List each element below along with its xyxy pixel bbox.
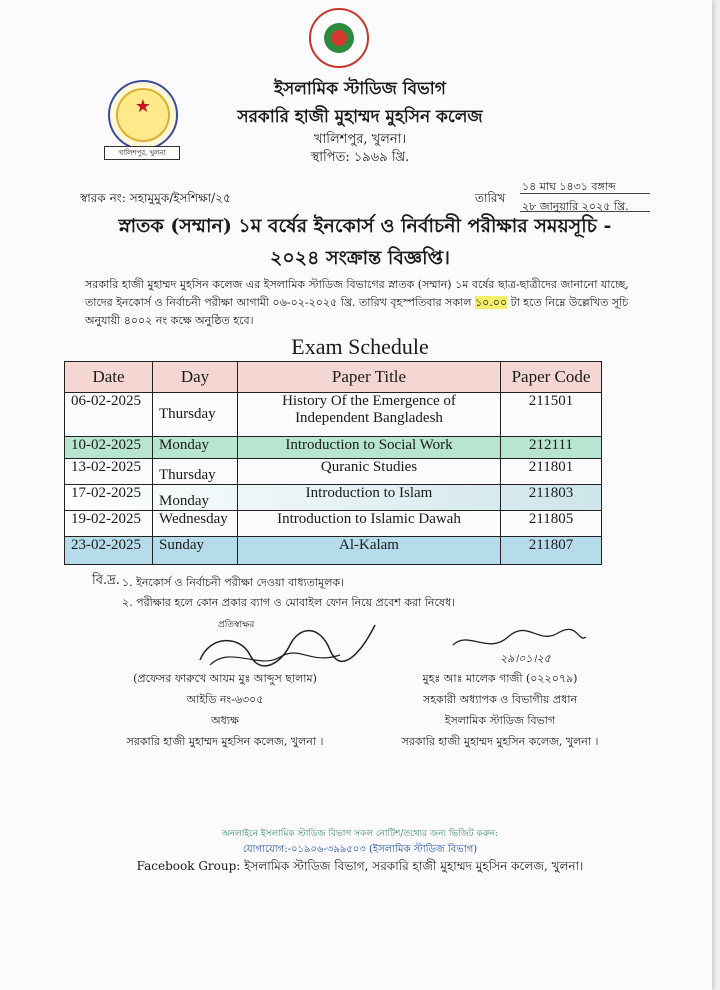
- table-row: [65, 459, 602, 485]
- header-paper-title: Paper Title: [238, 362, 501, 393]
- government-seal-icon: [309, 8, 369, 68]
- row-date: 23-02-2025: [65, 537, 153, 565]
- table-row: [65, 511, 602, 537]
- row-code: 211803: [501, 485, 602, 511]
- row-date: 17-02-2025: [65, 485, 153, 511]
- row-day: Wednesday: [153, 511, 238, 537]
- table-row: [65, 393, 602, 437]
- notice-title-line1: স্নাতক (সম্মান) ১ম বর্ষের ইনকোর্স ও নির্বাচনী পরীক্ষার সময়সূচি -: [118, 215, 612, 237]
- date-bangla: ১৪ মাঘ ১৪৩১ বঙ্গাব্দ: [522, 180, 616, 193]
- principal-id: আইডি নং-৬৩০৫: [186, 693, 264, 706]
- row-date: 13-02-2025: [65, 459, 153, 485]
- row-day: Thursday: [153, 393, 238, 437]
- college-logo-icon: ★: [108, 80, 178, 150]
- head-block: [385, 668, 615, 752]
- row-code: 211805: [501, 511, 602, 537]
- note-item-2: ২. পরীক্ষার হলে কোন প্রকার ব্যাগ ও মোবাইল ফোন নিয়ে প্রবেশ করা নিষেধ।: [122, 596, 456, 609]
- row-title: Quranic Studies: [238, 459, 501, 485]
- row-date: 06-02-2025: [65, 393, 153, 437]
- principal-name: (প্রফেসর ফারুখে আযম মুঃ আব্দুস ছালাম): [133, 672, 317, 685]
- head-role: সহকারী অধ্যাপক ও বিভাগীয় প্রধান: [422, 693, 578, 706]
- college-address: খালিশপুর, খুলনা।: [313, 132, 407, 147]
- row-day: Monday: [153, 485, 238, 511]
- footer-contact: যোগাযোগ:-০১৯০৬-৩৯৯৫০৩ (ইসলামিক স্টাডিজ বিভাগ): [242, 844, 478, 855]
- date-english: ২৮ জানুয়ারি ২০২৫ খ্রি.: [522, 200, 629, 213]
- head-org: সরকারি হাজী মুহাম্মদ মুহসিন কলেজ, খুলনা ।: [401, 735, 599, 748]
- row-code: 211801: [501, 459, 602, 485]
- header-date: Date: [65, 362, 153, 393]
- logo-caption: খালিশপুর, খুলনা: [104, 146, 180, 160]
- row-code: 211807: [501, 537, 602, 565]
- table-row: [65, 437, 602, 459]
- row-title: Al-Kalam: [238, 537, 501, 565]
- row-day: Sunday: [153, 537, 238, 565]
- row-code: 212111: [501, 437, 602, 459]
- schedule-title: Exam Schedule: [291, 334, 429, 359]
- row-day: Monday: [153, 437, 238, 459]
- table-header-row: [65, 362, 602, 393]
- countersign-label: প্রতিস্বাক্ষর: [218, 620, 255, 630]
- college-name: সরকারি হাজী মুহাম্মদ মুহসিন কলেজ: [237, 107, 483, 127]
- notice-paragraph: [85, 276, 655, 330]
- row-date: 19-02-2025: [65, 511, 153, 537]
- date-label: তারিখ: [475, 191, 506, 205]
- footer-facebook: Facebook Group: ইসলামিক স্টাডিজ বিভাগ, সরকারি হাজী মুহাম্মদ মুহসিন কলেজ, খুলনা।: [136, 859, 584, 873]
- row-title: Introduction to Social Work: [238, 437, 501, 459]
- note-item-1: ১. ইনকোর্স ও নির্বাচনী পরীক্ষা দেওয়া বাধ্যতামূলক।: [122, 576, 345, 589]
- notice-title-line2: ২০২৪ সংক্রান্ত বিজ্ঞপ্তি।: [270, 247, 450, 269]
- header-day: Day: [153, 362, 238, 393]
- head-name: মুহঃ আঃ মালেক গাজী (০২২০৭৯): [422, 672, 578, 685]
- signature-date: ২৯।০১।২৫: [500, 652, 551, 665]
- head-department: ইসলামিক স্টাডিজ বিভাগ: [444, 714, 556, 727]
- row-day: Thursday: [153, 459, 238, 485]
- exam-time: ১০.০০: [475, 296, 508, 309]
- row-code: 211501: [501, 393, 602, 437]
- header-paper-code: Paper Code: [501, 362, 602, 393]
- table-row: [65, 537, 602, 565]
- row-date: 10-02-2025: [65, 437, 153, 459]
- established-year: স্থাপিত: ১৯৬৯ খ্রি.: [310, 150, 410, 165]
- exam-schedule-table: [64, 361, 602, 565]
- principal-org: সরকারি হাজী মুহাম্মদ মুহসিন কলেজ, খুলনা ।: [126, 735, 324, 748]
- notice-text-part1: সরকারি হাজী মুহাম্মদ মুহসিন কলেজ এর ইসলামিক স্টাডিজ বিভাগের স্নাতক (সম্মান) ১ম বর্ষের ছাত্র-ছাত্রীদের জানানো যাচ্ছে, তাদের ইনকোর্স ও নির্বাচনী পরীক্ষা আগামী ০৬-০২-২০২৫ খ্রি. তারিখ বৃহস্পতিবার সকাল: [85, 278, 629, 309]
- row-title: Introduction to Islam: [238, 485, 501, 511]
- date-divider: [520, 193, 650, 194]
- notice-text-part2: টা হতে নিম্নে উল্লেখিত সূচি অনুযায়ী ৪০০২ নং কক্ষে অনুষ্ঠিত হবে।: [85, 296, 629, 327]
- table-row: [65, 485, 602, 511]
- note-heading: বি.দ্র.: [92, 573, 120, 588]
- principal-role: অধ্যক্ষ: [211, 714, 239, 727]
- row-title: History Of the Emergence of Independent Bangladesh: [238, 393, 501, 437]
- department-name: ইসলামিক স্টাডিজ বিভাগ: [274, 79, 446, 99]
- row-title: Introduction to Islamic Dawah: [238, 511, 501, 537]
- principal-signature-icon: [190, 615, 380, 675]
- memo-number: স্বারক নং: সহামুমুক/ইসশিক্ষা/২৫: [80, 191, 231, 205]
- footer-online-text: অনলাইনে ইসলামিক স্টাডিজ বিভাগ সকল নোটিশ/তথ্যের জন্য ভিজিট করুন:: [221, 829, 499, 839]
- principal-block: [100, 668, 350, 752]
